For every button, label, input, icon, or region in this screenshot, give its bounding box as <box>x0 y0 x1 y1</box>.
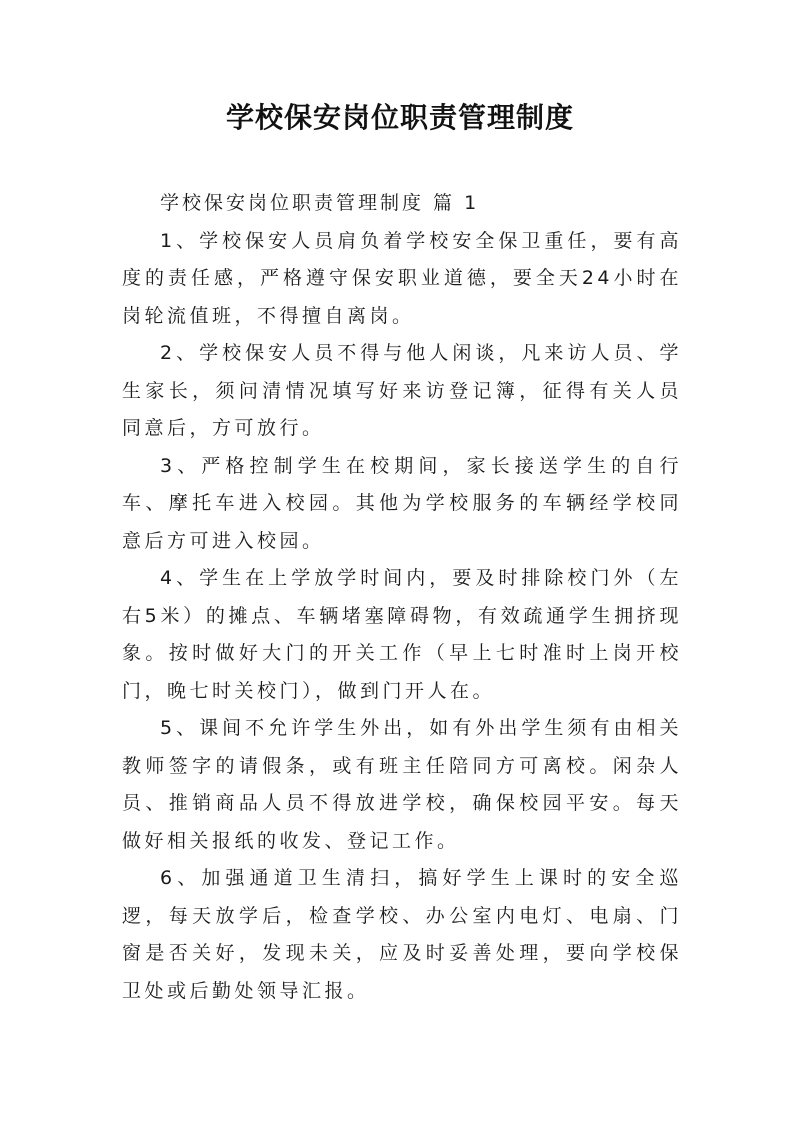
paragraph-5: 5、课间不允许学生外出，如有外出学生须有由相关教师签字的请假条，或有班主任陪同方可离校。闲杂人员、推销商品人员不得放进学校，确保校园平安。每天做好相关报纸的收发、登记工作。 <box>122 717 682 852</box>
paragraph-3: 3、严格控制学生在校期间，家长接送学生的自行车、摩托车进入校园。其他为学校服务的车辆经学校同意后方可进入校园。 <box>122 454 682 552</box>
document-body <box>122 185 682 1010</box>
paragraph-6: 6、加强通道卫生清扫，搞好学生上课时的安全巡逻，每天放学后，检查学校、办公室内电灯、电扇、门窗是否关好，发现未关，应及时妥善处理，要向学校保卫处或后勤处领导汇报。 <box>122 867 682 1002</box>
paragraph-4: 4、学生在上学放学时间内，要及时排除校门外（左右5米）的摊点、车辆堵塞障碍物，有效疏通学生拥挤现象。按时做好大门的开关工作（早上七时准时上岗开校门，晚七时关校门），做到门开人在。 <box>122 567 682 702</box>
section-heading: 学校保安岗位职责管理制度 篇 1 <box>160 192 480 214</box>
document-title: 学校保安岗位职责管理制度 <box>225 101 574 134</box>
paragraph-2: 2、学校保安人员不得与他人闲谈，凡来访人员、学生家长，须问清情况填写好来访登记簿，征得有关人员同意后，方可放行。 <box>122 342 682 439</box>
paragraph-1: 1、学校保安人员肩负着学校安全保卫重任，要有高度的责任感，严格遵守保安职业道德，要全天24小时在岗轮流值班，不得擅自离岗。 <box>122 229 682 327</box>
